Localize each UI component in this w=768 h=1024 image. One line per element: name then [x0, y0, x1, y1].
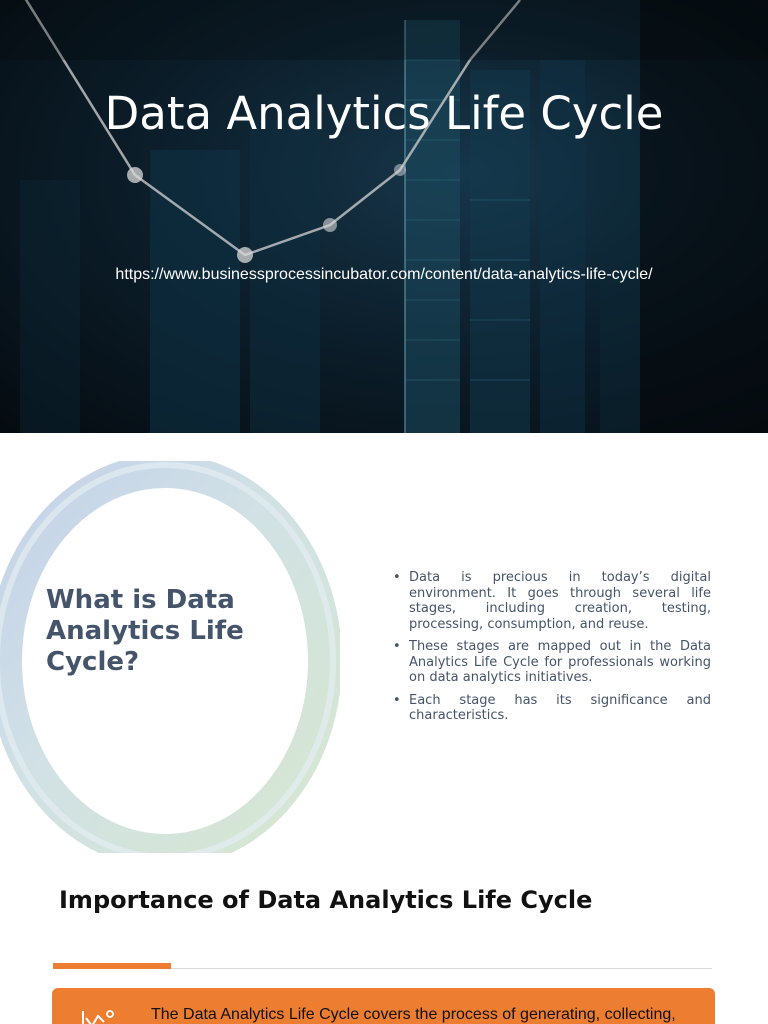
- importance-slide: [0, 853, 768, 1024]
- callout-text: The Data Analytics Life Cycle covers the process of generating, collecting,: [151, 1006, 676, 1023]
- bullet-list: [393, 570, 711, 731]
- title-slide: [0, 0, 768, 433]
- list-item: [393, 693, 711, 724]
- section-heading: Importance of Data Analytics Life Cycle: [59, 886, 593, 914]
- definition-slide: [0, 433, 768, 853]
- divider-line: [171, 968, 712, 969]
- bullet-icon: •: [393, 639, 401, 654]
- bullet-icon: •: [393, 570, 401, 585]
- bullet-text: Each stage has its significance and characteristics.: [409, 692, 711, 723]
- accent-bar: [53, 963, 171, 969]
- source-url-link[interactable]: https://www.businessprocessincubator.com/content/data-analytics-life-cycle/: [115, 266, 653, 283]
- bullet-icon: •: [393, 692, 401, 708]
- bullet-text: These stages are mapped out in the Data Analytics Life Cycle for professionals working on data analytics initiatives.: [409, 639, 711, 685]
- slide-title: Data Analytics Life Cycle: [104, 87, 664, 140]
- bullet-text: Data is precious in today’s digital environment. It goes through several life stages, including creation, testing, processing, consumption, and reuse.: [409, 570, 711, 632]
- callout-box: [52, 988, 715, 1024]
- analytics-chart-icon: [80, 1008, 116, 1024]
- list-item: [393, 570, 711, 632]
- list-item: [393, 639, 711, 686]
- section-heading: What is Data Analytics Life Cycle?: [46, 585, 244, 677]
- analytics-chart-background-image: [0, 0, 768, 433]
